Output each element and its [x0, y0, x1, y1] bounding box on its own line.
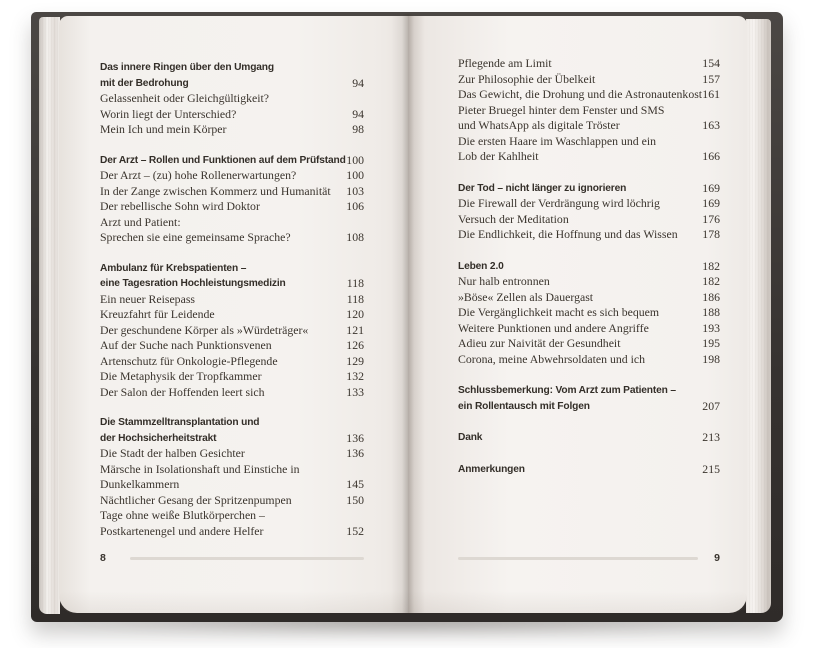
toc-page-number: 195	[702, 336, 720, 350]
toc-line: der Hochsicherheitstrakt	[100, 432, 217, 444]
toc-line: Lob der Kahlheit	[458, 149, 539, 163]
toc-title	[458, 72, 692, 88]
toc-line: Das Gewicht, die Drohung und die Astronautenkost	[458, 87, 703, 101]
toc-entry-row	[100, 184, 364, 200]
toc-page-number: 100	[346, 152, 364, 167]
toc-line: Pflegende am Limit	[458, 56, 552, 70]
toc-title	[100, 493, 336, 509]
toc-title	[458, 227, 692, 243]
toc-line: Nur halb entronnen	[458, 274, 550, 288]
toc-entry-row	[100, 446, 364, 462]
toc-page-number: 188	[702, 305, 720, 319]
toc-entry-row	[100, 369, 364, 385]
toc-heading-row	[458, 181, 720, 197]
toc-title	[100, 323, 336, 339]
toc-line: ein Rollentausch mit Folgen	[458, 400, 590, 412]
toc-page-number: 166	[702, 149, 720, 163]
toc-line: Dank	[458, 432, 483, 443]
toc-line: In der Zange zwischen Kommerz und Humanität	[100, 183, 331, 198]
toc-line: Leben 2.0	[458, 260, 504, 272]
toc-page-number: 120	[346, 307, 364, 321]
toc-title	[458, 274, 692, 290]
toc-page-number: 182	[702, 274, 720, 288]
toc-line: Mein Ich und mein Körper	[100, 122, 227, 136]
toc-section	[100, 153, 364, 246]
toc-title	[458, 383, 692, 414]
toc-line: Der Tod – nicht länger zu ignorieren	[458, 182, 627, 194]
toc-entry-row	[100, 168, 364, 184]
toc-line: Arzt und Patient:	[100, 214, 181, 229]
toc-entry-row	[458, 56, 720, 72]
toc-line: Tage ohne weiße Blutkörperchen –	[100, 508, 265, 522]
toc-title	[100, 261, 336, 292]
toc-entry-row	[458, 336, 720, 352]
toc-page-number: 176	[702, 211, 720, 226]
toc-title	[100, 91, 336, 122]
toc-title	[458, 352, 692, 368]
footer-rule-right	[458, 557, 698, 560]
toc-line: Die Vergänglichkeit macht es sich bequem	[458, 305, 660, 319]
toc-heading-row	[458, 383, 720, 414]
toc-heading-row	[100, 415, 364, 446]
toc-title	[100, 199, 336, 215]
toc-title	[100, 184, 336, 200]
toc-title	[458, 290, 692, 306]
toc-title	[458, 196, 692, 212]
toc-entry-row	[458, 290, 720, 306]
toc-page-number: 215	[702, 461, 720, 476]
toc-title	[458, 87, 703, 103]
toc-line: Weitere Punktionen und andere Angriffe	[458, 320, 649, 335]
toc-page-number: 161	[702, 87, 720, 101]
toc-entry-row	[100, 122, 364, 138]
toc-line: Versuch der Meditation	[458, 211, 569, 226]
toc-page-number: 118	[346, 276, 364, 290]
toc-line: Schlussbemerkung: Vom Arzt zum Patienten –	[458, 385, 676, 396]
toc-title	[458, 134, 692, 165]
toc-entry-row	[100, 292, 364, 308]
toc-line: Corona, meine Abwehrsoldaten und ich	[458, 351, 646, 366]
toc-line: Die Endlichkeit, die Hoffnung und das Wissen	[458, 227, 678, 241]
toc-left-page	[100, 60, 364, 539]
toc-page-number: 213	[702, 430, 720, 444]
toc-page-number: 178	[702, 227, 720, 241]
toc-heading-row	[458, 259, 720, 275]
toc-page-number: 163	[702, 118, 720, 132]
toc-heading-row	[100, 261, 364, 292]
toc-line: Die Stadt der halben Gesichter	[100, 446, 245, 460]
toc-line: eine Tagesration Hochleistungsmedizin	[100, 278, 286, 289]
toc-entry-row	[100, 338, 364, 354]
toc-entry-row	[458, 274, 720, 290]
page-stack-edge-right	[746, 19, 771, 613]
toc-page-number: 157	[702, 71, 720, 86]
toc-entry-row	[100, 354, 364, 370]
toc-line: und WhatsApp als digitale Tröster	[458, 118, 620, 132]
toc-title	[100, 60, 336, 91]
toc-entry-row	[458, 227, 720, 243]
toc-section	[458, 181, 720, 243]
toc-page-number: 132	[346, 369, 364, 383]
toc-page-number: 129	[346, 353, 364, 368]
toc-section	[458, 383, 720, 414]
toc-line: »Böse« Zellen als Dauergast	[458, 289, 594, 304]
toc-entry-row	[100, 462, 364, 493]
toc-heading-row	[458, 430, 720, 446]
toc-entry-row	[458, 321, 720, 337]
page-number-right: 9	[714, 552, 720, 564]
toc-title	[100, 415, 336, 446]
toc-title	[458, 336, 692, 352]
toc-line: Zur Philosophie der Übelkeit	[458, 71, 596, 86]
toc-page-number: 98	[352, 122, 364, 136]
toc-title	[100, 446, 336, 462]
toc-entry-row	[100, 215, 364, 246]
toc-page-number: 126	[346, 338, 364, 352]
toc-title	[100, 508, 336, 539]
toc-title	[100, 462, 336, 493]
toc-line: Pieter Bruegel hinter dem Fenster und SMS	[458, 102, 665, 117]
toc-line: Der Salon der Hoffenden leert sich	[100, 384, 265, 399]
toc-entry-row	[458, 196, 720, 212]
toc-title	[458, 259, 692, 275]
toc-entry-row	[458, 305, 720, 321]
toc-line: Sprechen sie eine gemeinsame Sprache?	[100, 230, 291, 244]
toc-title	[458, 103, 692, 134]
toc-page-number: 169	[702, 196, 720, 210]
toc-line: Ein neuer Reisepass	[100, 291, 196, 306]
toc-line: Worin liegt der Unterschied?	[100, 106, 237, 121]
toc-title	[100, 385, 336, 401]
toc-line: Der Arzt – (zu) hohe Rollenerwartungen?	[100, 168, 297, 182]
toc-line: Die Stammzelltransplantation und	[100, 417, 260, 428]
toc-title	[100, 153, 346, 169]
toc-entry-row	[458, 87, 720, 103]
toc-section	[100, 415, 364, 539]
toc-section	[458, 56, 720, 165]
toc-page-number: 207	[702, 398, 720, 413]
toc-line: Der geschundene Körper als »Würdeträger«	[100, 322, 309, 337]
toc-page-number: 103	[346, 183, 364, 198]
toc-section	[100, 261, 364, 401]
toc-line: Artenschutz für Onkologie-Pflegende	[100, 353, 278, 368]
toc-title	[100, 307, 336, 323]
toc-line: Adieu zur Naivität der Gesundheit	[458, 336, 621, 350]
toc-section	[458, 462, 720, 478]
toc-page-number: 136	[346, 430, 364, 445]
toc-page-number: 133	[346, 384, 364, 399]
toc-page-number: 154	[702, 56, 720, 70]
toc-line: Die Metaphysik der Tropfkammer	[100, 369, 262, 383]
toc-title	[100, 122, 336, 138]
toc-right-page	[458, 56, 720, 477]
toc-title	[100, 292, 336, 308]
toc-section	[458, 259, 720, 368]
toc-entry-row	[100, 323, 364, 339]
toc-page-number: 100	[346, 168, 364, 182]
toc-title	[100, 354, 336, 370]
toc-entry-row	[458, 72, 720, 88]
toc-page-number: 169	[702, 180, 720, 195]
toc-line: Anmerkungen	[458, 463, 525, 475]
toc-line: Der rebellische Sohn wird Doktor	[100, 199, 260, 213]
toc-title	[458, 305, 692, 321]
toc-page-number: 145	[346, 477, 364, 491]
toc-heading-row	[100, 60, 364, 91]
footer-right	[458, 552, 720, 564]
toc-title	[100, 369, 336, 385]
toc-entry-row	[100, 493, 364, 509]
toc-heading-row	[100, 153, 364, 169]
toc-page-number: 108	[346, 230, 364, 244]
toc-line: Die Firewall der Verdrängung wird löchrig	[458, 196, 660, 210]
toc-page-number: 106	[346, 199, 364, 213]
toc-page-number: 198	[702, 351, 720, 366]
toc-page-number: 182	[702, 258, 720, 273]
toc-page-number: 136	[346, 446, 364, 460]
toc-title	[458, 212, 692, 228]
toc-line: Auf der Suche nach Punktionsvenen	[100, 338, 272, 352]
toc-title	[458, 430, 692, 446]
toc-page-number: 186	[702, 289, 720, 304]
toc-page-number: 94	[352, 75, 364, 90]
toc-title	[458, 321, 692, 337]
toc-entry-row	[100, 385, 364, 401]
toc-line: Ambulanz für Krebspatienten –	[100, 262, 247, 274]
toc-page-number: 121	[346, 322, 364, 337]
toc-page-number: 150	[346, 492, 364, 507]
toc-title	[458, 56, 692, 72]
toc-title	[458, 462, 692, 478]
toc-title	[458, 181, 692, 197]
toc-page-number: 152	[346, 523, 364, 538]
toc-page-number: 94	[352, 106, 364, 121]
toc-line: mit der Bedrohung	[100, 77, 189, 89]
toc-line: Der Arzt – Rollen und Funktionen auf dem Prüfstand	[100, 154, 346, 166]
toc-entry-row	[458, 212, 720, 228]
toc-line: Kreuzfahrt für Leidende	[100, 307, 215, 321]
page-stack-edge-left	[39, 17, 60, 614]
toc-title	[100, 215, 336, 246]
toc-page-number: 193	[702, 320, 720, 335]
toc-line: Postkartenengel und andere Helfer	[100, 523, 264, 538]
toc-title	[100, 338, 336, 354]
toc-page-number: 118	[346, 291, 364, 306]
toc-entry-row	[458, 134, 720, 165]
toc-section	[458, 430, 720, 446]
toc-entry-row	[458, 103, 720, 134]
toc-entry-row	[100, 91, 364, 122]
toc-line: Nächtlicher Gesang der Spritzenpumpen	[100, 492, 292, 507]
toc-title	[100, 168, 336, 184]
toc-section	[100, 60, 364, 138]
toc-entry-row	[458, 352, 720, 368]
footer-rule-left	[130, 557, 364, 560]
footer-left	[100, 552, 364, 564]
toc-line: Märsche in Isolationshaft und Einstiche in	[100, 461, 300, 476]
toc-line: Dunkelkammern	[100, 477, 180, 491]
toc-line: Die ersten Haare im Waschlappen und ein	[458, 133, 656, 148]
toc-entry-row	[100, 508, 364, 539]
page-number-left: 8	[100, 552, 106, 564]
toc-heading-row	[458, 462, 720, 478]
toc-line: Gelassenheit oder Gleichgültigkeit?	[100, 91, 270, 105]
toc-entry-row	[100, 307, 364, 323]
toc-entry-row	[100, 199, 364, 215]
toc-line: Das innere Ringen über den Umgang	[100, 62, 274, 73]
